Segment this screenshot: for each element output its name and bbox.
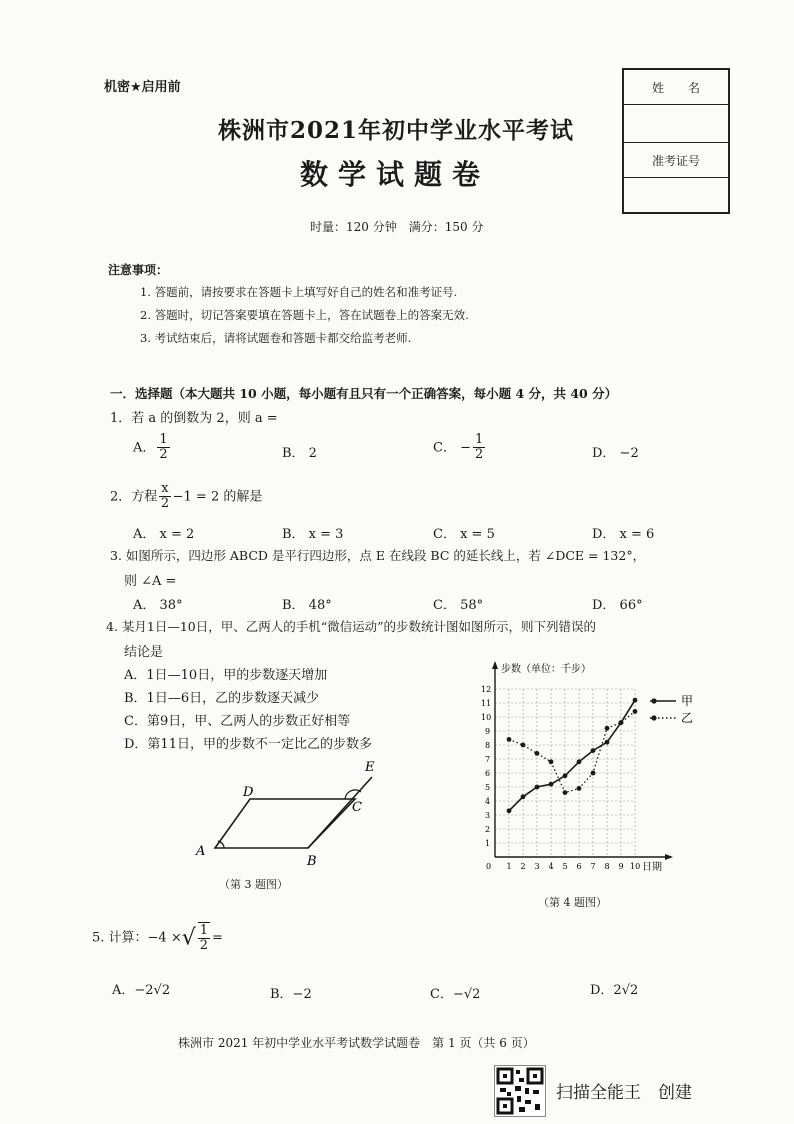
- q2-stem-post: −1 = 2 的解是: [172, 489, 263, 505]
- exam-subtitle: 数学试题卷: [300, 158, 491, 191]
- data-point-yi: [549, 759, 554, 764]
- data-point-jia: [563, 773, 568, 778]
- q2-option-a: A． x = 2: [133, 527, 195, 542]
- confidential-mark: 机密★启用前: [104, 80, 181, 95]
- q4-stem-line1: 4. 某月1日—10日，甲、乙两人的手机“微信运动”的步数统计图如图所示，则下列错误的: [106, 619, 597, 634]
- q3-option-a: A． 38°: [133, 598, 183, 613]
- q4-option-a: A．1日—10日，甲的步数逐天增加: [124, 668, 328, 683]
- data-point-jia: [521, 794, 526, 799]
- q4-option-c: C．第9日，甲、乙两人的步数正好相等: [124, 714, 351, 729]
- q2-option-d: D． x = 6: [592, 527, 655, 542]
- origin-label: 0: [486, 862, 492, 871]
- q3-option-c: C． 58°: [433, 598, 484, 613]
- qr-code-graphic: [495, 1066, 545, 1116]
- qr-code-icon: [494, 1065, 546, 1117]
- x-tick-label: 6: [576, 862, 582, 871]
- note-item: 1. 答题前，请按要求在答题卡上填写好自己的姓名和准考证号.: [140, 285, 458, 299]
- q1-option-d: D． −2: [592, 446, 639, 461]
- id-field[interactable]: [624, 178, 728, 215]
- q1-option-b: B． 2: [282, 446, 317, 461]
- y-tick-label: 4: [485, 797, 491, 806]
- x-tick-label: 7: [590, 862, 596, 871]
- denominator: 2: [159, 447, 168, 463]
- legend-marker-yi: [651, 715, 656, 720]
- numerator: x: [161, 481, 169, 496]
- y-axis-arrow: [492, 661, 498, 669]
- extension-line-ce: [308, 777, 372, 848]
- chart-ylabel: 步数（单位：千步）: [501, 664, 591, 675]
- y-tick-label: 6: [485, 769, 491, 778]
- section-heading: 一．选择题（本大题共 10 小题，每小题有且只有一个正确答案，每小题 4 分，共 40 分）: [110, 386, 618, 401]
- denominator: 2: [160, 496, 170, 512]
- q5-option-d: D．2√2: [590, 983, 639, 998]
- data-point-jia: [633, 698, 638, 703]
- data-point-yi: [619, 720, 624, 725]
- q5-stem: [92, 922, 223, 954]
- data-point-yi: [507, 737, 512, 742]
- q2-option-c: C． x = 5: [433, 527, 495, 542]
- x-tick-label: 10: [630, 862, 641, 871]
- x-tick-label: 5: [562, 862, 568, 871]
- data-point-yi: [605, 726, 610, 731]
- q1-stem: 1．若 a 的倒数为 2，则 a =: [110, 411, 278, 426]
- data-point-yi: [633, 709, 638, 714]
- legend-label-yi: 乙: [681, 711, 694, 725]
- q5-option-a: A．−2√2: [112, 983, 171, 998]
- legend-label-jia: 甲: [681, 694, 694, 708]
- y-tick-label: 1: [485, 839, 491, 848]
- denominator: 2: [199, 938, 209, 954]
- candidate-info-box: [622, 68, 730, 214]
- data-point-jia: [605, 740, 610, 745]
- q1-option-c: [433, 433, 487, 463]
- notes-title: 注意事项：: [108, 263, 169, 277]
- legend-marker-jia: [651, 698, 656, 703]
- x-tick-label: 2: [520, 862, 526, 871]
- vertex-d-label: D: [243, 785, 254, 800]
- q4-stem-line2: 结论是: [124, 645, 164, 660]
- q1-option-a: [133, 433, 172, 463]
- time-info: 时量：120 分钟 满分：150 分: [310, 220, 484, 234]
- x-axis-arrow: [665, 854, 673, 860]
- x-tick-label: 3: [534, 862, 540, 871]
- series-line-yi: [509, 711, 635, 792]
- y-tick-label: 8: [485, 741, 491, 750]
- name-field[interactable]: [624, 105, 728, 143]
- chart-grid: [495, 689, 635, 857]
- q2-option-b: B． x = 3: [282, 527, 344, 542]
- numerator: 1: [199, 923, 209, 938]
- id-label: 准考证号: [624, 143, 728, 178]
- q5-stem-post: =: [212, 930, 223, 946]
- q5-radicand-fraction: [198, 922, 210, 954]
- q4-option-d: D．第11日，甲的步数不一定比乙的步数多: [124, 737, 372, 752]
- q5-stem-pre: 5. 计算：−4 ×: [92, 930, 182, 946]
- y-tick-label: 3: [485, 811, 491, 820]
- y-tick-label: 10: [481, 713, 492, 722]
- vertex-a-label: A: [196, 844, 206, 859]
- y-tick-label: 9: [485, 727, 491, 736]
- q1-option-c-label: C． −: [433, 440, 471, 456]
- page-footer: 株洲市 2021 年初中学业水平考试数学试题卷 第 1 页（共 6 页）: [178, 1036, 535, 1050]
- q5-option-b: B．−2: [270, 987, 312, 1002]
- data-point-yi: [563, 790, 568, 795]
- y-tick-label: 7: [485, 755, 491, 764]
- x-tick-label: 4: [548, 862, 554, 871]
- chart-legend: [650, 694, 693, 725]
- note-item: 3. 考试结束后，请将试题卷和答题卡都交给监考老师.: [140, 331, 412, 345]
- data-point-jia: [549, 782, 554, 787]
- q3-stem-line1: 3. 如图所示，四边形 ABCD 是平行四边形，点 E 在线段 BC 的延长线上，若 ∠DCE = 132°，: [110, 548, 646, 563]
- parallelogram-shape: [215, 799, 355, 848]
- y-tick-label: 12: [481, 685, 492, 694]
- x-tick-label: 9: [618, 862, 624, 871]
- q2-fraction: [159, 482, 170, 512]
- y-tick-label: 2: [485, 825, 491, 834]
- q3-stem-line2: 则 ∠A =: [124, 574, 177, 589]
- q3-figure-caption: （第 3 题图）: [219, 878, 288, 891]
- numerator: 1: [474, 432, 484, 447]
- data-point-yi: [591, 771, 596, 776]
- vertex-e-label: E: [365, 760, 375, 775]
- q1-option-c-fraction: [473, 433, 485, 463]
- numerator: 1: [159, 432, 168, 447]
- q3-figure-parallelogram: [180, 755, 390, 895]
- name-label: 姓 名: [624, 70, 728, 105]
- data-point-jia: [507, 808, 512, 813]
- q2-stem-pre: 2．方程: [110, 489, 158, 505]
- q2-stem: [110, 482, 262, 512]
- chart-series: [507, 698, 638, 813]
- data-point-yi: [577, 786, 582, 791]
- chart-axes: [492, 661, 673, 860]
- vertex-c-label: C: [352, 800, 362, 815]
- denominator: 2: [474, 447, 484, 463]
- exam-title: 株洲市2021年初中学业水平考试: [218, 117, 575, 144]
- x-tick-label: 1: [506, 862, 512, 871]
- y-tick-label: 11: [481, 699, 492, 708]
- q4-step-chart: [475, 655, 715, 880]
- data-point-yi: [535, 751, 540, 756]
- data-point-jia: [535, 785, 540, 790]
- data-point-jia: [577, 759, 582, 764]
- q4-option-b: B．1日—6日，乙的步数逐天减少: [124, 691, 320, 706]
- q3-option-b: B． 48°: [282, 598, 332, 613]
- data-point-jia: [591, 748, 596, 753]
- q3-option-d: D． 66°: [592, 598, 643, 613]
- note-item: 2. 答题时，切记答案要填在答题卡上，答在试题卷上的答案无效.: [140, 308, 469, 322]
- vertex-b-label: B: [307, 854, 317, 869]
- y-tick-label: 5: [485, 783, 491, 792]
- data-point-yi: [521, 743, 526, 748]
- x-tick-label: 8: [604, 862, 610, 871]
- q4-figure-caption: （第 4 题图）: [538, 896, 607, 909]
- q1-option-a-label: A．: [133, 440, 156, 456]
- chart-xlabel: 日期: [642, 862, 662, 873]
- radical-sign: √: [181, 925, 196, 951]
- q5-option-c: C．−√2: [430, 987, 481, 1002]
- q1-option-a-fraction: [157, 433, 169, 463]
- scanner-watermark: 扫描全能王 创建: [556, 1083, 692, 1103]
